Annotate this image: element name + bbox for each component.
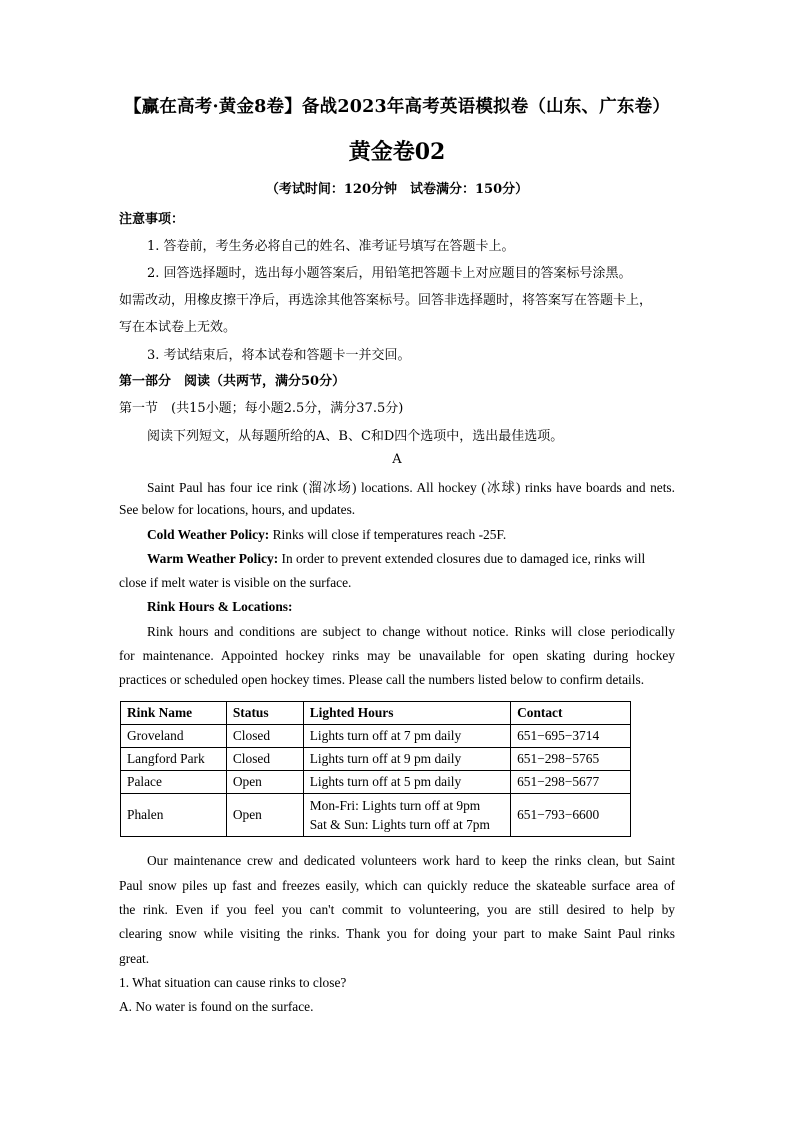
table-row [121,794,631,837]
notice-item-3: 3. 考试结束后，将本试卷和答题卡一并交回。 [147,348,411,363]
table-row [121,748,631,771]
passage-p1-line-1: Saint Paul has four ice rink (溜冰场) locations. All hockey (冰球) rinks have boards and nets. [147,480,675,495]
warm-weather-policy [147,551,675,567]
passage-p2-line-2: for maintenance. Appointed hockey rinks may be unavailable for open skating during hockey [119,648,675,663]
rink-name: Phalen [121,794,227,837]
warm-policy-text: In order to prevent extended closures due to damaged ice, rinks will [278,551,646,566]
rink-table [120,701,631,837]
rink-hours-heading: Rink Hours & Locations: [147,599,293,614]
question-1-option-a: A. No water is found on the surface. [119,999,314,1014]
table-row [121,725,631,748]
rink-hours: Lights turn off at 9 pm daily [303,748,510,771]
rink-contact: 651−298−5677 [511,771,631,794]
rink-name: Palace [121,771,227,794]
rink-status: Open [226,794,303,837]
rink-name: Groveland [121,725,227,748]
passage-p2-line-3: practices or scheduled open hockey times. Please call the numbers listed below to confirm details. [119,672,645,687]
rink-hours-weekday: Mon-Fri: Lights turn off at 9pm [309,798,481,813]
exam-title: 【赢在高考·黄金8卷】备战2023年高考英语模拟卷（山东、广东卷） [123,97,671,117]
rink-contact: 651−793−6600 [511,794,631,837]
rink-name: Langford Park [121,748,227,771]
notice-item-2-line-1: 2. 回答选择题时，选出每小题答案后，用铅笔把答题卡上对应题目的答案标号涂黑。 [147,266,632,281]
passage-p2-line-1: Rink hours and conditions are subject to change without notice. Rinks will close periodically [147,624,675,639]
rink-status: Open [226,771,303,794]
rink-hours: Lights turn off at 7 pm daily [303,725,510,748]
notice-item-2-line-2: 如需改动，用橡皮擦干净后，再选涂其他答案标号。回答非选择题时，将答案写在答题卡上， [119,293,653,308]
rink-hours-weekend: Sat & Sun: Lights turn off at 7pm [309,817,490,832]
col-header-contact: Contact [511,702,631,725]
cold-policy-label: Cold Weather Policy: [147,527,270,542]
notice-item-1: 1. 答卷前，考生务必将自己的姓名、准考证号填写在答题卡上。 [147,239,515,254]
notice-heading: 注意事项： [119,212,185,227]
passage-p3-line-2: Paul snow piles up fast and freezes easily, which can quickly reduce the skateable surface area of [119,878,675,893]
instruction: 阅读下列短文，从每题所给的A、B、C和D四个选项中，选出最佳选项。 [147,429,564,444]
paper-number: 黄金卷02 [348,139,446,165]
subsection-heading: 第一节 (共15小题；每小题2.5分，满分37.5分) [119,401,404,416]
rink-contact: 651−298−5765 [511,748,631,771]
table-row [121,771,631,794]
col-header-status: Status [226,702,303,725]
part-heading: 第一部分 阅读（共两节，满分50分） [119,374,346,389]
rink-status: Closed [226,748,303,771]
question-1: 1. What situation can cause rinks to close? [119,975,347,990]
notice-item-2-line-3: 写在本试卷上无效。 [119,320,237,335]
passage-p3-line-5: great. [119,951,150,966]
exam-info: （考试时间：120分钟 试卷满分：150分） [265,182,529,197]
passage-p3-line-4: clearing snow while visiting the rinks. Thank you for doing your part to make Saint Paul rinks [119,926,675,941]
passage-label: A [392,452,402,467]
rink-hours: Lights turn off at 5 pm daily [303,771,510,794]
rink-contact: 651−695−3714 [511,725,631,748]
rink-hours [303,794,510,837]
cold-weather-policy [147,527,703,543]
passage-p3-line-1: Our maintenance crew and dedicated volunteers work hard to keep the rinks clean, but Saint [147,853,675,868]
cold-policy-text: Rinks will close if temperatures reach -25F. [269,527,507,542]
table-header-row [121,702,631,725]
warm-policy-text-line-2: close if melt water is visible on the surface. [119,575,352,590]
passage-p3-line-3: the rink. Even if you feel you can't commit to volunteering, you are still desired to help by [119,902,675,917]
col-header-lighted-hours: Lighted Hours [303,702,510,725]
col-header-rink-name: Rink Name [121,702,227,725]
passage-p1-line-2: See below for locations, hours, and updates. [119,502,356,517]
warm-policy-label: Warm Weather Policy: [147,551,279,566]
rink-status: Closed [226,725,303,748]
